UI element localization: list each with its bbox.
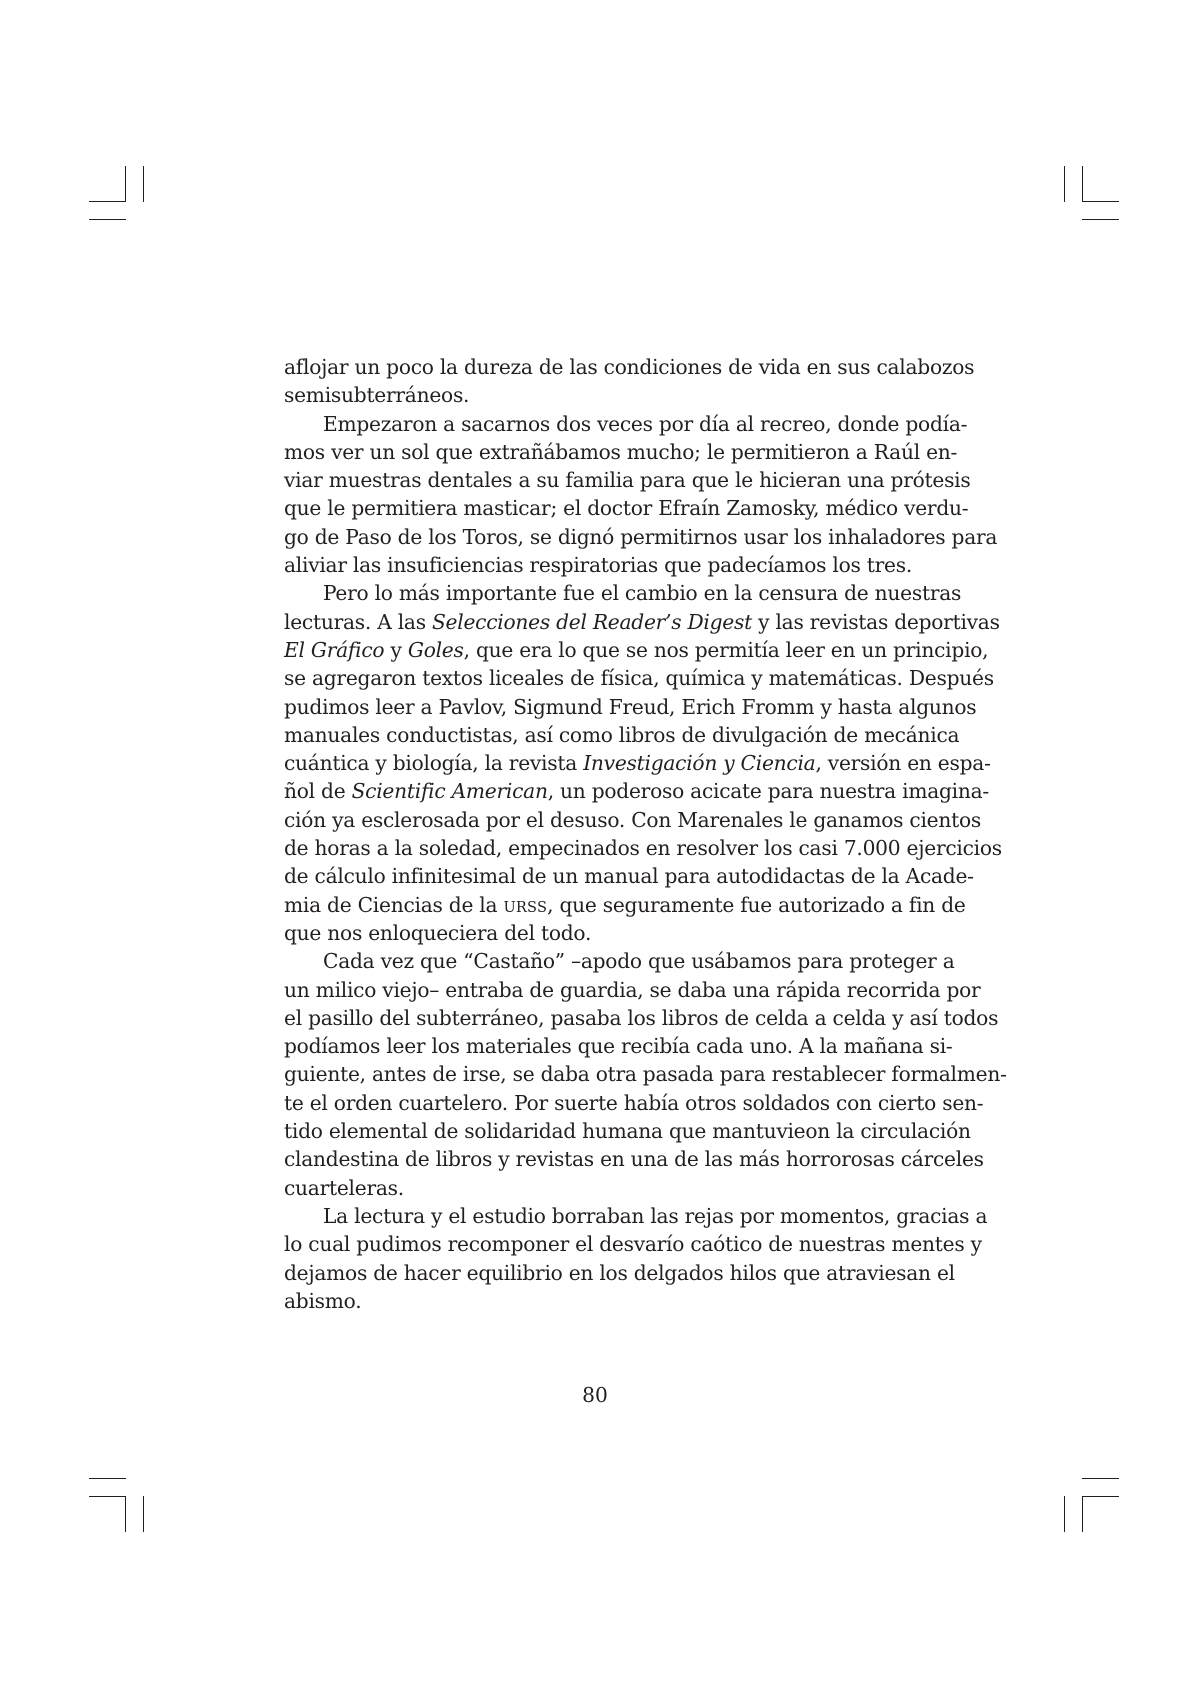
text-line: un milico viejo– entraba de guardia, se daba una rápida recorrida por — [284, 977, 981, 1002]
text-line: El Gráfico y Goles, que era lo que se nos permitía leer en un principio, — [284, 637, 989, 662]
text-line: manuales conductistas, así como libros de divulgación de mecánica — [284, 722, 960, 747]
text-line: dejamos de hacer equilibrio en los delgados hilos que atraviesan el — [284, 1260, 955, 1285]
crop-mark-bottom-right-h — [1082, 1478, 1119, 1479]
italic-title: Selecciones del Reader’s Digest — [431, 609, 752, 634]
text-line: el pasillo del subterráneo, pasaba los libros de celda a celda y así todos — [284, 1005, 999, 1030]
text-line: mos ver un sol que extrañábamos mucho; le permitieron a Raúl en- — [284, 439, 958, 464]
text-line: se agregaron textos liceales de física, química y matemáticas. Después — [284, 666, 994, 691]
text-line: podíamos leer los materiales que recibía cada uno. A la mañana si- — [284, 1034, 953, 1059]
text-line: go de Paso de los Toros, se dignó permitirnos usar los inhaladores para — [284, 524, 998, 549]
text-line: te el orden cuartelero. Por suerte había otros soldados con cierto sen- — [284, 1090, 984, 1115]
text-line: que le permitiera masticar; el doctor Efraín Zamosky, médico verdu- — [284, 496, 969, 521]
text-line: que nos enloqueciera del todo. — [284, 920, 592, 945]
text-line: de cálculo infinitesimal de un manual para autodidactas de la Acade- — [284, 864, 974, 889]
crop-mark-top-right-h2 — [1082, 219, 1119, 220]
text-line: mia de Ciencias de la URSS, que seguramente fue autorizado a fin de — [284, 892, 966, 917]
crop-mark-bottom-left-h2 — [89, 1496, 126, 1497]
text-line: ñol de Scientific American, un poderoso acicate para nuestra imagina- — [284, 779, 989, 804]
text-line: cuarteleras. — [284, 1175, 404, 1200]
small-caps-abbreviation: URSS — [503, 899, 548, 916]
crop-mark-bottom-left-v — [125, 1496, 126, 1532]
text-line: lecturas. A las Selecciones del Reader’s Digest y las revistas deportivas — [284, 609, 1000, 634]
text-line: Empezaron a sacarnos dos veces por día al recreo, donde podía- — [323, 411, 968, 436]
crop-mark-top-left-v — [125, 166, 126, 202]
text-line: cuántica y biología, la revista Investigación y Ciencia, versión en espa- — [284, 751, 991, 776]
crop-mark-bottom-left-h — [89, 1478, 126, 1479]
text-line: Pero lo más importante fue el cambio en la censura de nuestras — [323, 581, 962, 606]
text-line: lo cual pudimos recomponer el desvarío caótico de nuestras mentes y — [284, 1232, 982, 1257]
italic-title: Investigación y Ciencia — [583, 751, 816, 776]
text-line: ción ya esclerosada por el desuso. Con Marenales le ganamos cientos — [284, 807, 981, 832]
crop-mark-top-right-v — [1064, 166, 1065, 202]
text-line: La lectura y el estudio borraban las rejas por momentos, gracias a — [323, 1203, 988, 1228]
text-line: Cada vez que “Castaño” –apodo que usábamos para proteger a — [323, 949, 955, 974]
crop-mark-top-left-v2 — [143, 166, 144, 202]
italic-title: El Gráfico — [284, 637, 385, 662]
text-line: de horas a la soledad, empecinados en resolver los casi 7.000 ejercicios — [284, 836, 1002, 861]
crop-mark-top-right-h — [1082, 201, 1119, 202]
crop-mark-bottom-left-v2 — [143, 1496, 144, 1532]
text-line: abismo. — [284, 1288, 362, 1313]
text-line: viar muestras dentales a su familia para que le hicieran una prótesis — [284, 468, 971, 493]
text-line: clandestina de libros y revistas en una de las más horrorosas cárceles — [284, 1147, 984, 1172]
italic-title: Scientific American — [351, 779, 548, 804]
text-line: pudimos leer a Pavlov, Sigmund Freud, Erich Fromm y hasta algunos — [284, 694, 977, 719]
text-line: aliviar las insuficiencias respiratorias que padecíamos los tres. — [284, 553, 913, 578]
text-line: guiente, antes de irse, se daba otra pasada para restablecer formalmen- — [284, 1062, 1007, 1087]
crop-mark-bottom-right-v2 — [1082, 1496, 1083, 1532]
body-text — [284, 353, 1007, 1315]
page-number: 80 — [582, 1383, 608, 1407]
text-line: tido elemental de solidaridad humana que mantuvieon la circulación — [284, 1119, 971, 1144]
crop-mark-bottom-right-v — [1064, 1496, 1065, 1532]
text-line: semisubterráneos. — [284, 383, 470, 408]
crop-mark-bottom-right-h2 — [1082, 1496, 1119, 1497]
text-line: aflojar un poco la dureza de las condiciones de vida en sus calabozos — [284, 355, 975, 379]
crop-mark-top-left-h — [89, 201, 126, 202]
crop-mark-top-left-h2 — [89, 219, 126, 220]
italic-title: Goles — [407, 637, 464, 662]
crop-mark-top-right-v2 — [1082, 166, 1083, 202]
